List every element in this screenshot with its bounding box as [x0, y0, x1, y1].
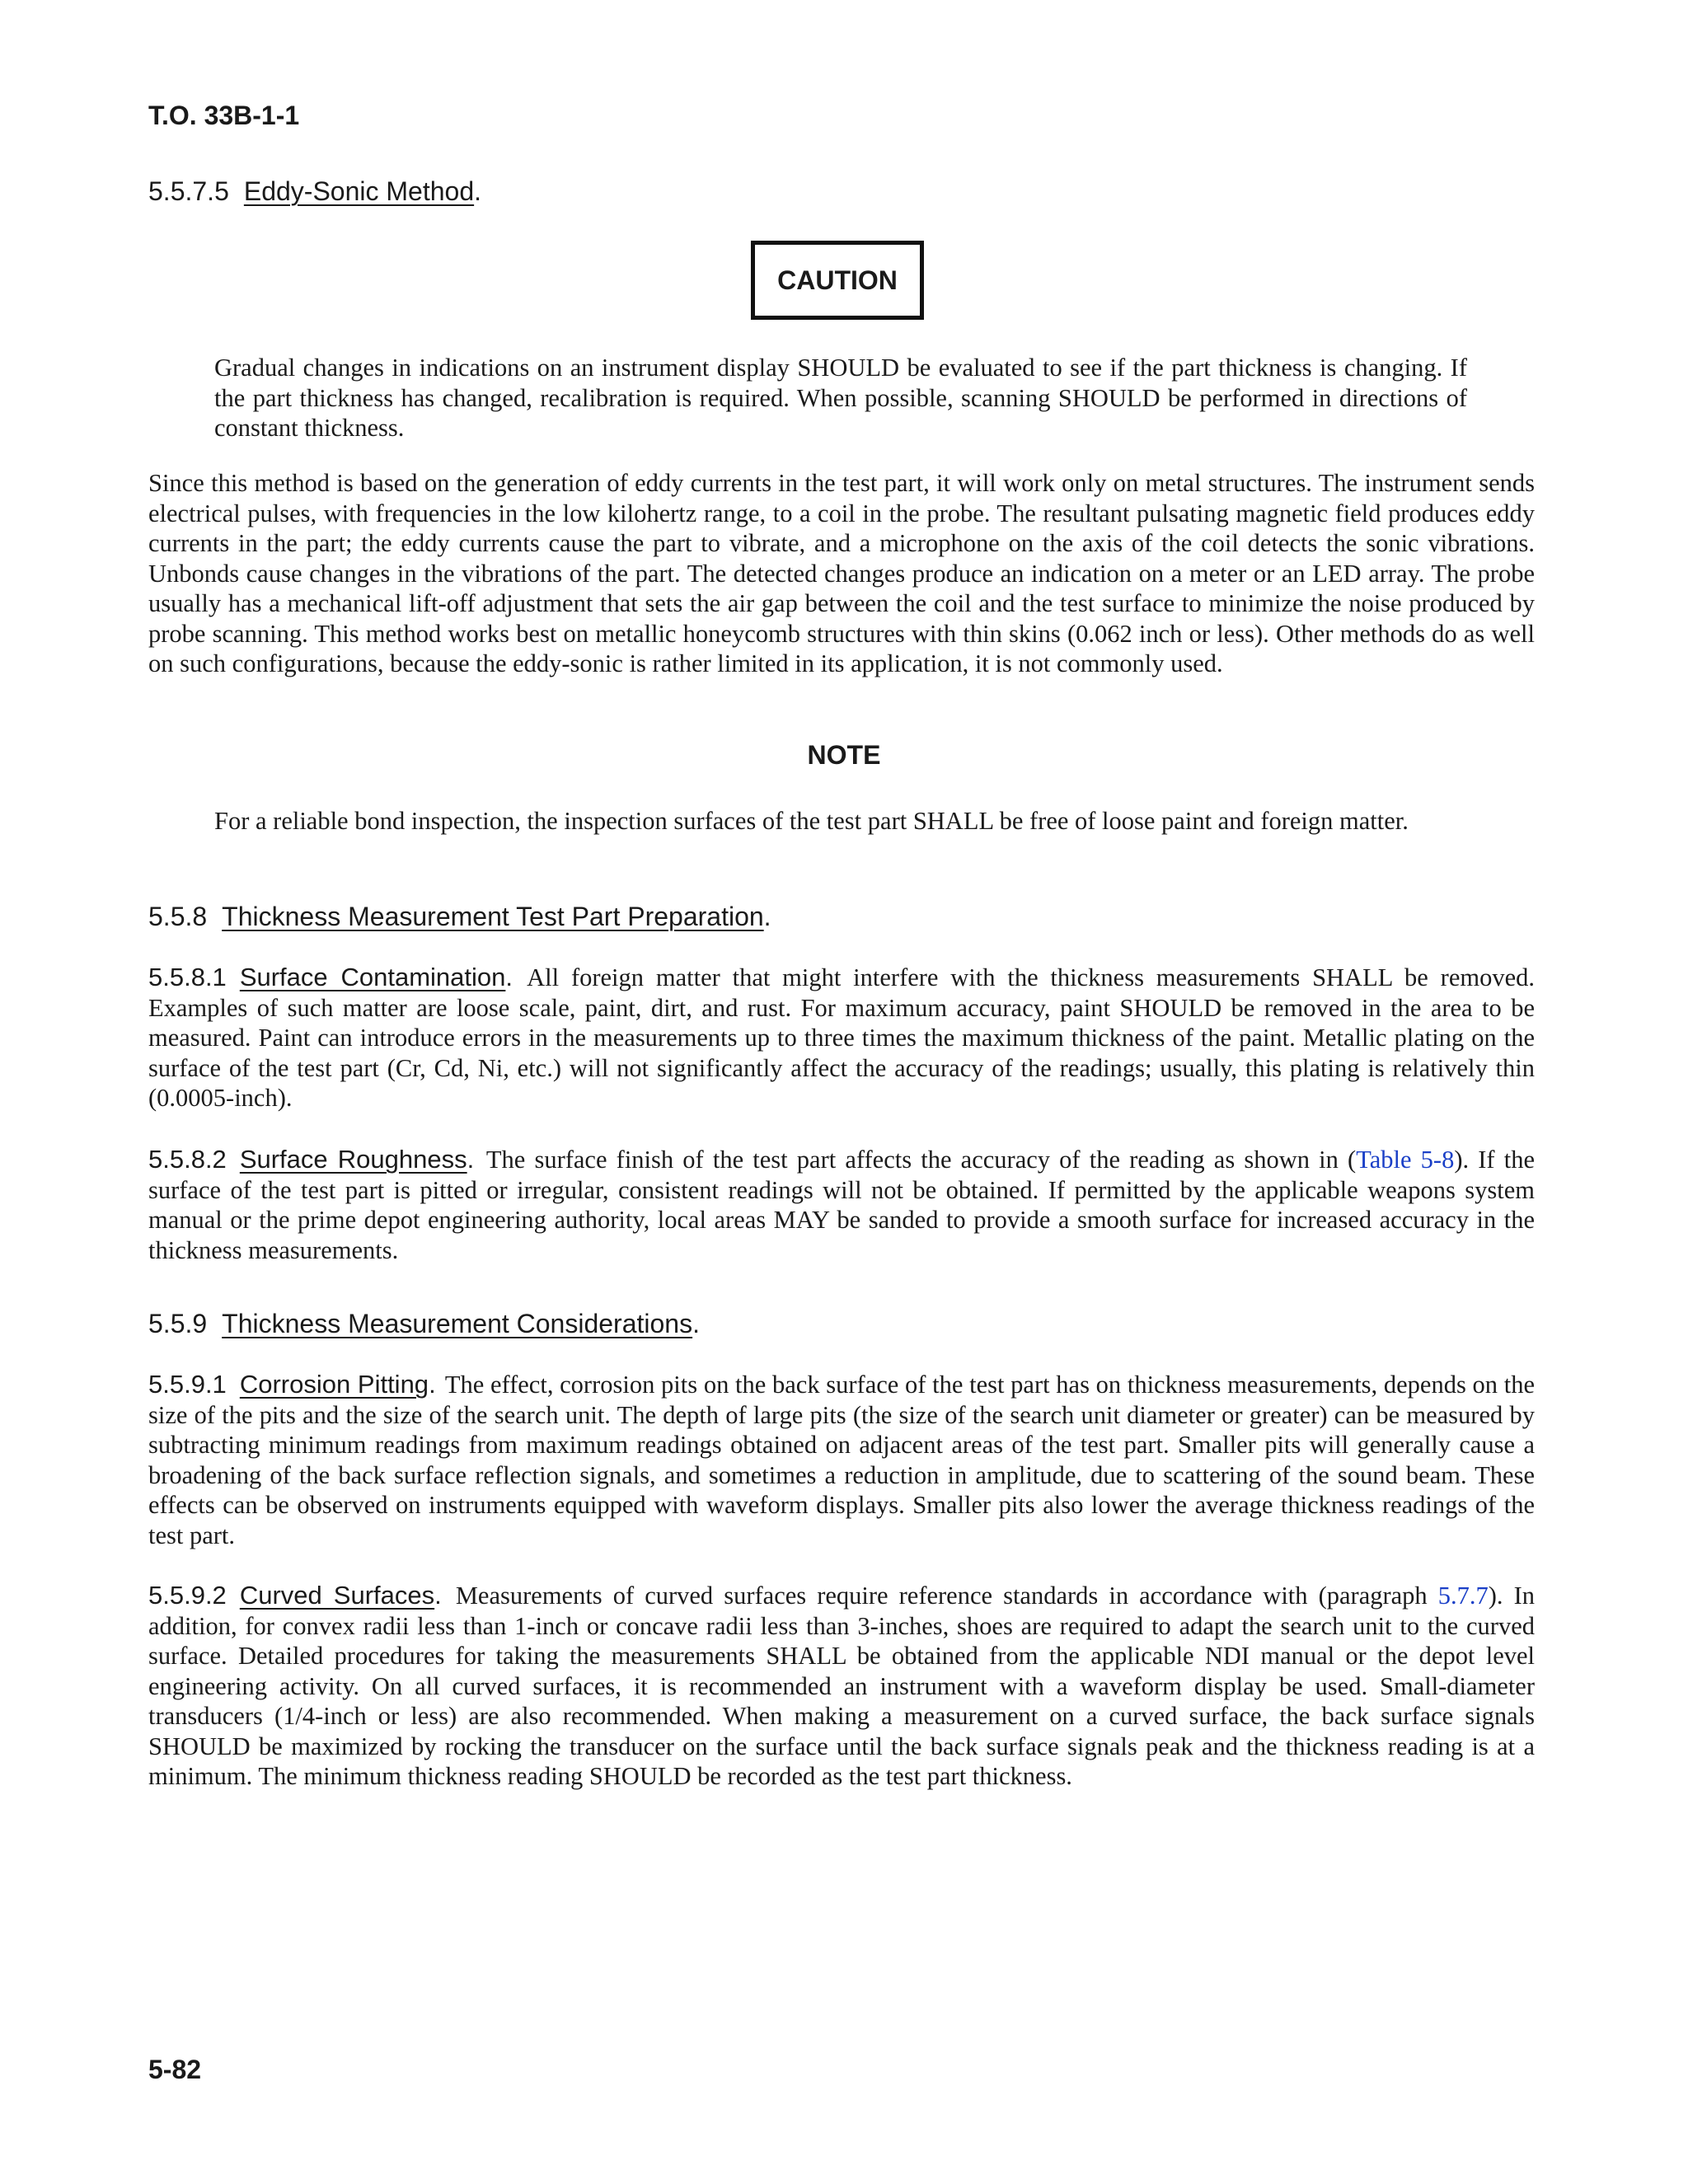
paragraph-title-period: . — [429, 1370, 436, 1399]
note-text: For a reliable bond inspection, the inspection surfaces of the test part SHALL be free of loose paint and foreign matter. — [214, 807, 1409, 835]
paragraph-text-before: The surface finish of the test part affects the accuracy of the reading as shown in ( — [485, 1146, 1357, 1174]
paragraph-number: 5.5.8.2 — [148, 1145, 227, 1174]
paragraph-text: The effect, corrosion pits on the back surface of the test part has on thickness measurements, depends on the size of the pits and the size of the search unit. The depth of large pits (the size of the search unit diameter or greater) can be measured by subtracting minimum readings from maximum readings obtained on adjacent areas of the test part. Smaller pits will generally cause a broadening of the back surface reflection signals, and sometimes a reduction in amplitude, due to scattering of the sound beam. These effects can be observed on instruments equipped with waveform displays. Smaller pits also lower the average thickness readings of the test part. — [148, 1371, 1535, 1549]
paragraph-5-5-9-2 — [148, 1581, 1535, 1792]
paragraph-title: Surface Contamination — [239, 963, 506, 991]
section-heading-5-5-9 — [148, 1309, 700, 1339]
paragraph-number: 5.5.9.1 — [148, 1370, 227, 1399]
paragraph-number: 5.5.8.1 — [148, 963, 227, 991]
paragraph-5-5-8-1 — [148, 963, 1535, 1113]
paragraph-number: 5.5.9.2 — [148, 1581, 227, 1610]
section-title: Eddy-Sonic Method — [243, 176, 475, 206]
section-number: 5.5.7.5 — [148, 176, 229, 206]
section-heading-5-5-8 — [148, 902, 771, 932]
caution-label-box — [751, 241, 924, 320]
paragraph-text-after: ). In addition, for convex radii less than 1-inch or concave radii less than 3-inches, shoes are required to adapt the search unit to the curved surface. Detailed procedures for taking the measurements SHALL be obtained from the applicable NDI manual or the depot level engineering activity. On all curved surfaces, it is recommended an instrument with a waveform display be used. Small-diameter transducers (1/4-inch or less) are also recommended. When making a measurement on a curved surface, the back surface signals SHOULD be maximized by rocking the transducer on the surface until the back surface signals peak and the thickness reading is at a minimum. The minimum thickness reading SHOULD be recorded as the test part thickness. — [148, 1582, 1535, 1790]
paragraph-lead — [148, 1581, 445, 1610]
paragraph-text-after: ). If the surface of the test part is pitted or irregular, consistent readings will not be obtained. If permitted by the applicable weapons system manual or the prime depot engineering authority, local areas MAY be sanded to provide a smooth surface for increased accuracy in the thickness measurements. — [148, 1146, 1536, 1264]
paragraph-lead — [148, 1145, 477, 1174]
table-5-8-link[interactable]: Table 5-8 — [1356, 1146, 1455, 1174]
paragraph-title: Curved Surfaces — [239, 1581, 435, 1610]
paragraph-title-period: . — [434, 1581, 442, 1610]
paragraph-text: All foreign matter that might interfere with the thickness measurements SHALL be removed. Examples of such matter are loose scale, paint, dirt, and rust. For maximum accuracy, paint SHOULD be removed in the area to be measured. Paint can introduce errors in the measurements up to three times the maximum thickness of the paint. Metallic plating on the surface of the test part (Cr, Cd, Ni, etc.) will not significantly affect the accuracy of the readings; usually, this plating is relatively thin (0.0005-inch). — [148, 963, 1535, 1112]
section-title-period: . — [692, 1309, 700, 1338]
paragraph-title-period: . — [505, 963, 513, 991]
note-label: NOTE — [807, 740, 881, 770]
section-title-period: . — [763, 902, 771, 931]
paragraph-title: Corrosion Pitting — [239, 1370, 429, 1399]
paragraph-5-5-8-2 — [148, 1145, 1535, 1265]
paragraph-5-5-9-1 — [148, 1370, 1535, 1550]
eddy-sonic-body: Since this method is based on the generation of eddy currents in the test part, it will work only on metal structures. The instrument sends electrical pulses, with frequencies in the low kilohertz range, to a coil in the probe. The resultant pulsating magnetic field produces eddy currents in the part; the eddy currents cause the part to vibrate, and a microphone on the axis of the coil detects the sonic vibrations. Unbonds cause changes in the vibrations of the part. The detected changes produce an indication on a meter or an LED array. The probe usually has a mechanical lift-off adjustment that sets the air gap between the coil and the test surface to minimize the noise produced by probe scanning. This method works best on metallic honeycomb structures with thin skins (0.062 inch or less). Other methods do as well on such configurations, because the eddy-sonic is rather limited in its application, it is not commonly used. — [148, 469, 1535, 677]
page-number: 5-82 — [148, 2055, 202, 2084]
paragraph-5-7-7-link[interactable]: 5.7.7 — [1437, 1582, 1489, 1610]
paragraph-text-before: Measurements of curved surfaces require reference standards in accordance with (paragraph — [455, 1582, 1438, 1610]
caution-label: CAUTION — [777, 265, 898, 295]
document-id: T.O. 33B-1-1 — [148, 101, 300, 130]
section-number: 5.5.9 — [148, 1309, 208, 1338]
paragraph-lead — [148, 1370, 439, 1399]
paragraph-title-period: . — [467, 1145, 475, 1174]
section-number: 5.5.8 — [148, 902, 208, 931]
paragraph-title: Surface Roughness — [239, 1145, 467, 1174]
section-title: Thickness Measurement Considerations — [222, 1309, 693, 1338]
caution-text: Gradual changes in indications on an instrument display SHOULD be evaluated to see if the part thickness is changing. If the part thickness has changed, recalibration is required. When possible, scanning SHOULD be performed in directions of constant thickness. — [214, 354, 1467, 442]
section-title-period: . — [474, 176, 482, 206]
paragraph-lead — [148, 963, 516, 991]
section-heading-5-5-7-5 — [148, 176, 481, 207]
section-title: Thickness Measurement Test Part Preparation — [222, 902, 764, 931]
